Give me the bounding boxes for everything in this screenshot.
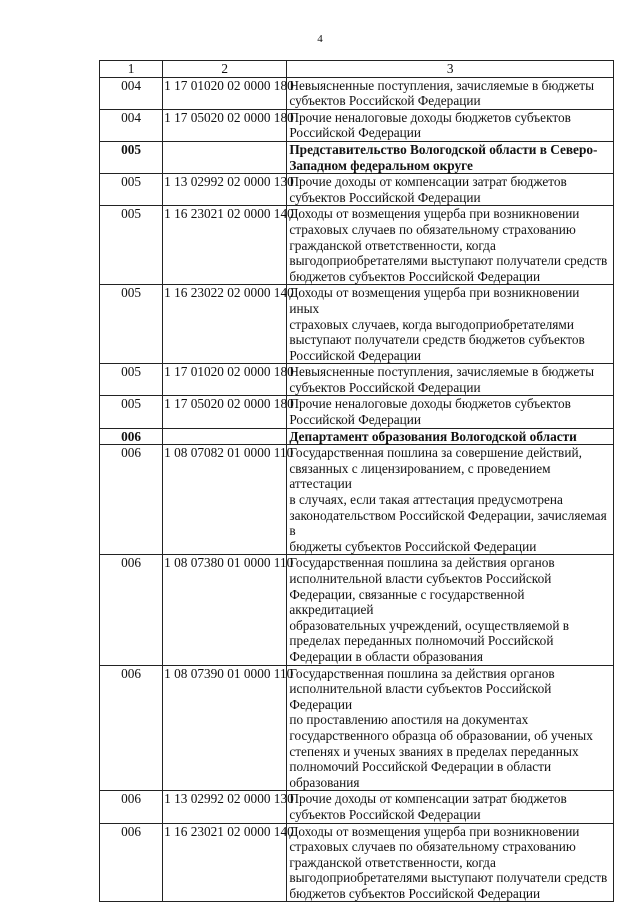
description-cell: Доходы от возмещения ущерба при возникновении страховых случаев по обязательному страхованию гражданской ответственности, когда выгодоприобретателями выступают получатели средств бюджетов субъектов Российской Федерации	[287, 823, 614, 902]
admin-code-cell: 006	[100, 665, 163, 791]
revenue-code-cell: 1 17 01020 02 0000 180	[163, 77, 287, 109]
description-cell: Невыясненные поступления, зачисляемые в бюджеты субъектов Российской Федерации	[287, 364, 614, 396]
revenue-code-cell: 1 16 23021 02 0000 140	[163, 823, 287, 902]
description-cell: Прочие доходы от компенсации затрат бюджетов субъектов Российской Федерации	[287, 791, 614, 823]
revenue-code-cell: 1 16 23022 02 0000 140	[163, 285, 287, 364]
table-row	[100, 364, 614, 396]
table-row	[100, 823, 614, 902]
header-col-3: 3	[287, 61, 614, 78]
description-cell: Государственная пошлина за совершение действий, связанных с лицензированием, с проведением аттестации в случаях, если такая аттестация предусмотрена законодательством Российской Федерации, зачисляемая в бюджеты субъектов Российской Федерации	[287, 445, 614, 555]
description-cell: Невыясненные поступления, зачисляемые в бюджеты субъектов Российской Федерации	[287, 77, 614, 109]
table-row	[100, 285, 614, 364]
description-cell: Прочие неналоговые доходы бюджетов субъектов Российской Федерации	[287, 396, 614, 428]
table-row	[100, 206, 614, 285]
admin-code-cell: 004	[100, 109, 163, 141]
admin-code-cell: 005	[100, 285, 163, 364]
header-col-2: 2	[163, 61, 287, 78]
description-cell: Прочие неналоговые доходы бюджетов субъектов Российской Федерации	[287, 109, 614, 141]
description-cell: Государственная пошлина за действия органов исполнительной власти субъектов Российской Федерации по проставлению апостиля на документах государственного образца об образовании, об ученых степенях и ученых званиях в пределах переданных полномочий Российской Федерации в области образования	[287, 665, 614, 791]
revenue-code-cell: 1 08 07380 01 0000 110	[163, 555, 287, 665]
admin-code-cell: 006	[100, 791, 163, 823]
admin-code-cell: 005	[100, 174, 163, 206]
table-row	[100, 109, 614, 141]
header-col-1: 1	[100, 61, 163, 78]
table-row	[100, 77, 614, 109]
revenue-code-cell: 1 17 05020 02 0000 180	[163, 109, 287, 141]
table-row	[100, 665, 614, 791]
revenue-code-cell: 1 13 02992 02 0000 130	[163, 174, 287, 206]
admin-code-cell: 005	[100, 141, 163, 173]
admin-code-cell: 005	[100, 364, 163, 396]
section-header-row	[100, 141, 614, 173]
table-row	[100, 445, 614, 555]
admin-code-cell: 006	[100, 445, 163, 555]
revenue-code-cell: 1 08 07082 01 0000 110	[163, 445, 287, 555]
table-row	[100, 555, 614, 665]
revenue-code-cell: 1 17 05020 02 0000 180	[163, 396, 287, 428]
revenue-code-cell	[163, 428, 287, 445]
description-cell: Доходы от возмещения ущерба при возникновении страховых случаев по обязательному страхованию гражданской ответственности, когда выгодоприобретателями выступают получатели средств бюджетов субъектов Российской Федерации	[287, 206, 614, 285]
admin-code-cell: 004	[100, 77, 163, 109]
revenue-codes-table	[99, 60, 614, 902]
description-cell: Доходы от возмещения ущерба при возникновении иных страховых случаев, когда выгодоприобретателями выступают получатели средств бюджетов субъектов Российской Федерации	[287, 285, 614, 364]
table-row	[100, 174, 614, 206]
section-header-row	[100, 428, 614, 445]
revenue-code-cell: 1 08 07390 01 0000 110	[163, 665, 287, 791]
admin-code-cell: 006	[100, 428, 163, 445]
page-number: 4	[317, 33, 323, 45]
table-header-row	[100, 61, 614, 78]
description-cell: Представительство Вологодской области в Северо- Западном федеральном округе	[287, 141, 614, 173]
revenue-code-cell: 1 17 01020 02 0000 180	[163, 364, 287, 396]
description-cell: Государственная пошлина за действия органов исполнительной власти субъектов Российской Федерации, связанные с государственной аккредитацией образовательных учреждений, осуществляемой в пределах переданных полномочий Российской Федерации в области образования	[287, 555, 614, 665]
admin-code-cell: 006	[100, 823, 163, 902]
revenue-code-cell	[163, 141, 287, 173]
admin-code-cell: 005	[100, 396, 163, 428]
revenue-code-cell: 1 16 23021 02 0000 140	[163, 206, 287, 285]
description-cell: Прочие доходы от компенсации затрат бюджетов субъектов Российской Федерации	[287, 174, 614, 206]
admin-code-cell: 006	[100, 555, 163, 665]
admin-code-cell: 005	[100, 206, 163, 285]
description-cell: Департамент образования Вологодской области	[287, 428, 614, 445]
revenue-code-cell: 1 13 02992 02 0000 130	[163, 791, 287, 823]
table-row	[100, 396, 614, 428]
table-row	[100, 791, 614, 823]
